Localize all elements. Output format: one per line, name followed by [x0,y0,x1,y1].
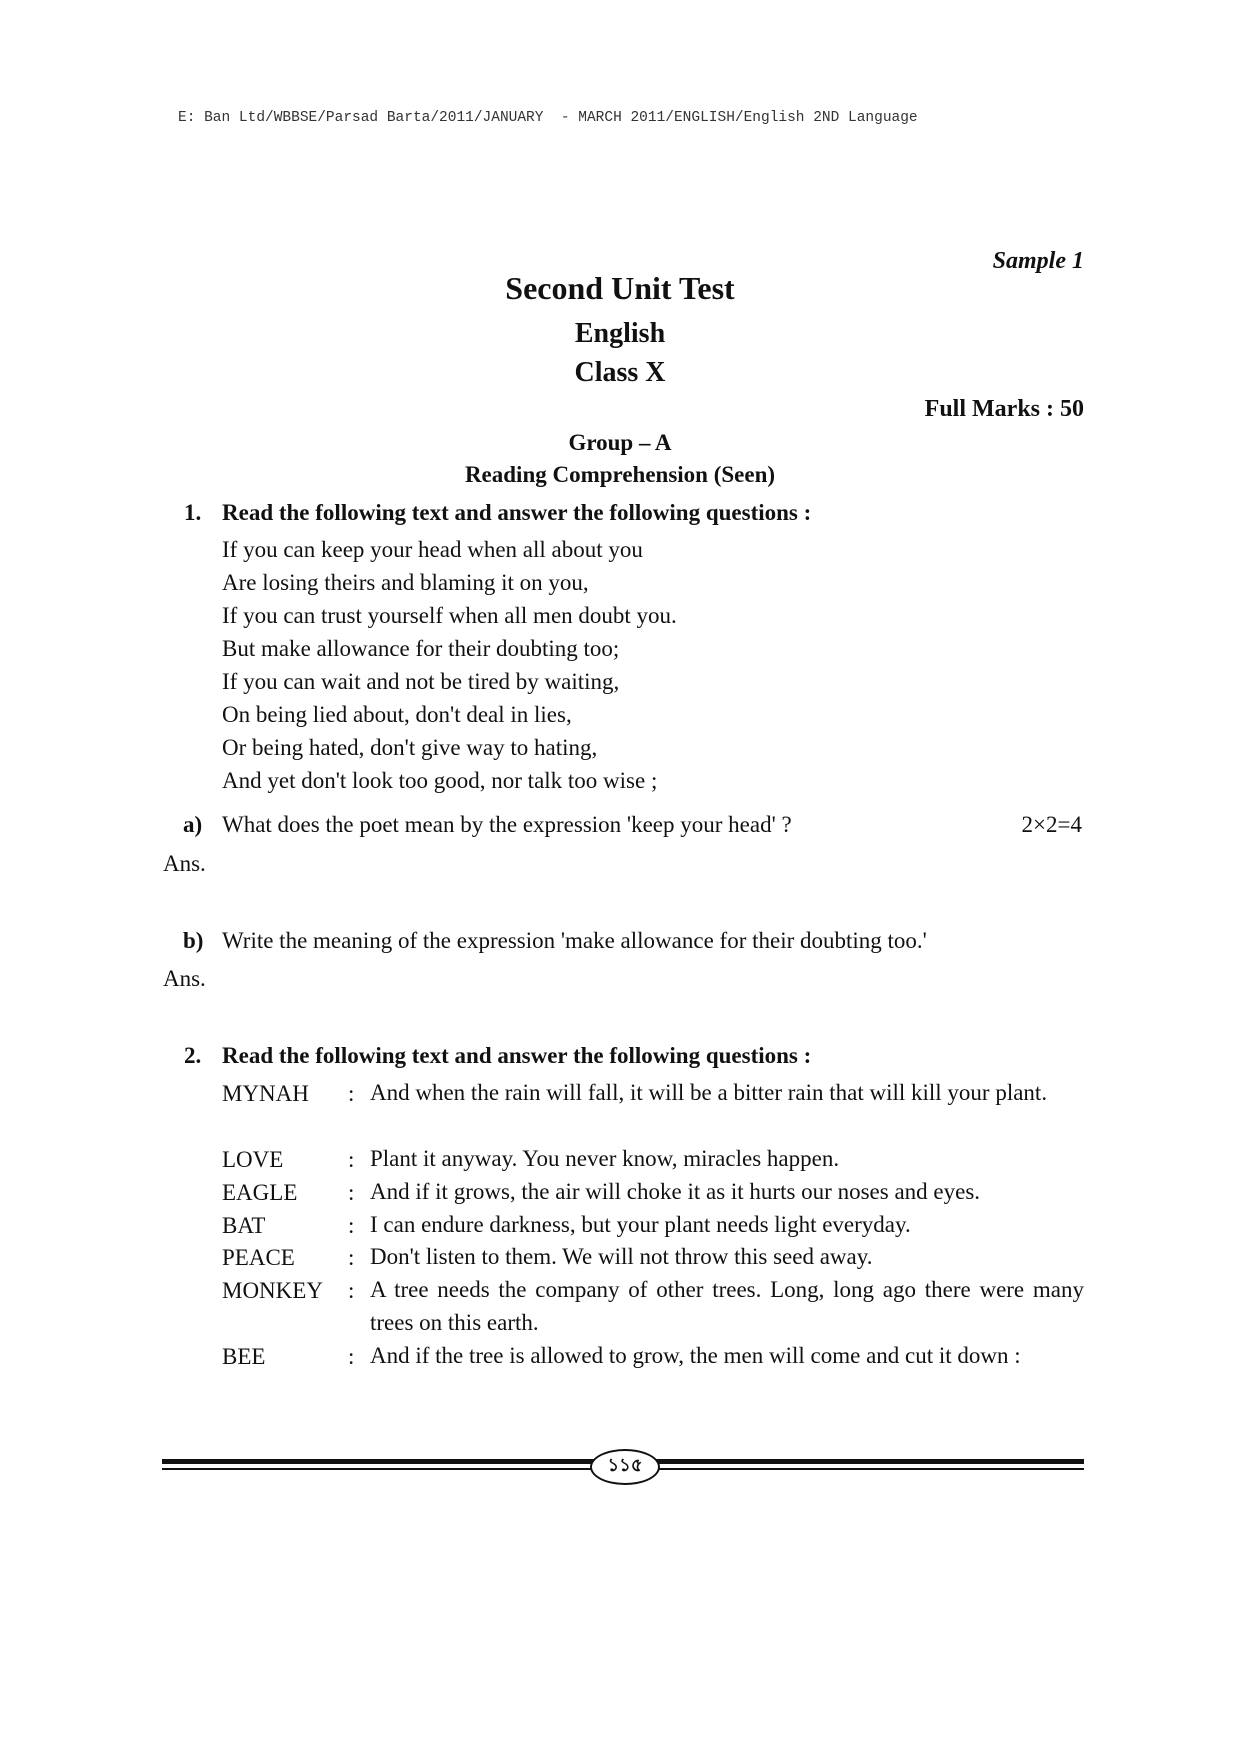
question-2-number: 2. [184,1043,202,1068]
subquestion-a-marks: 2×2=4 [1021,812,1082,837]
poem-line: If you can trust yourself when all men doubt you. [222,603,677,628]
full-marks: Full Marks : 50 [924,396,1084,422]
question-1-number: 1. [184,500,202,525]
subquestion-a-label: a) [183,812,203,837]
answer-a-label: Ans. [163,851,206,876]
dialogue-text: A tree needs the company of other trees. Long, long ago there were many trees on this earth. [370,1277,1084,1335]
dialogue-text: I can endure darkness, but your plant needs light everyday. [370,1212,911,1237]
subquestion-b-text: Write the meaning of the expression 'make allowance for their doubting too.' [222,928,927,953]
dialogue-speaker: BEE [222,1344,266,1369]
dialogue-speaker: EAGLE [222,1180,298,1205]
page-title: Second Unit Test [505,270,735,306]
dialogue-colon: : [348,1081,355,1106]
poem-line: On being lied about, don't deal in lies, [222,702,572,727]
file-path-header: E: Ban Ltd/WBBSE/Parsad Barta/2011/JANUARY - MARCH 2011/ENGLISH/English 2ND Language [178,110,918,126]
dialogue-text: Don't listen to them. We will not throw this seed away. [370,1244,873,1269]
dialogue-speaker: BAT [222,1213,266,1238]
dialogue-colon: : [348,1344,355,1369]
question-2-instruction: Read the following text and answer the following questions : [222,1043,812,1068]
poem-line: If you can keep your head when all about you [222,537,643,562]
dialogue-speaker: MONKEY [222,1278,323,1303]
poem-line: And yet don't look too good, nor talk too wise ; [222,768,658,793]
dialogue-text: And if the tree is allowed to grow, the men will come and cut it down : [370,1343,1021,1368]
answer-b-label: Ans. [163,966,206,991]
dialogue-colon: : [348,1180,355,1205]
poem-line: If you can wait and not be tired by waiting, [222,669,620,694]
dialogue-text: And when the rain will fall, it will be a bitter rain that will kill your plant. [370,1080,1048,1105]
group-heading: Group – A [568,430,672,455]
dialogue-colon: : [348,1213,355,1238]
poem-line: Or being hated, don't give way to hating, [222,735,598,760]
dialogue-speaker: LOVE [222,1147,284,1172]
dialogue-text: Plant it anyway. You never know, miracles happen. [370,1146,840,1171]
question-1-instruction: Read the following text and answer the following questions : [222,500,812,525]
subject-heading: English [574,318,666,349]
dialogue-speaker: MYNAH [222,1081,309,1106]
dialogue-colon: : [348,1147,355,1172]
dialogue-speaker: PEACE [222,1245,295,1270]
dialogue-text: And if it grows, the air will choke it as it hurts our noses and eyes. [370,1179,981,1204]
dialogue-colon: : [348,1278,355,1303]
sample-label: Sample 1 [992,248,1084,274]
section-heading: Reading Comprehension (Seen) [464,462,776,487]
subquestion-b-label: b) [183,928,204,953]
page-number: ১১৫ [590,1449,660,1485]
subquestion-a-text: What does the poet mean by the expression 'keep your head' ? [222,812,792,837]
dialogue-colon: : [348,1245,355,1270]
poem-line: But make allowance for their doubting too; [222,636,620,661]
class-heading: Class X [574,357,666,388]
poem-line: Are losing theirs and blaming it on you, [222,570,589,595]
